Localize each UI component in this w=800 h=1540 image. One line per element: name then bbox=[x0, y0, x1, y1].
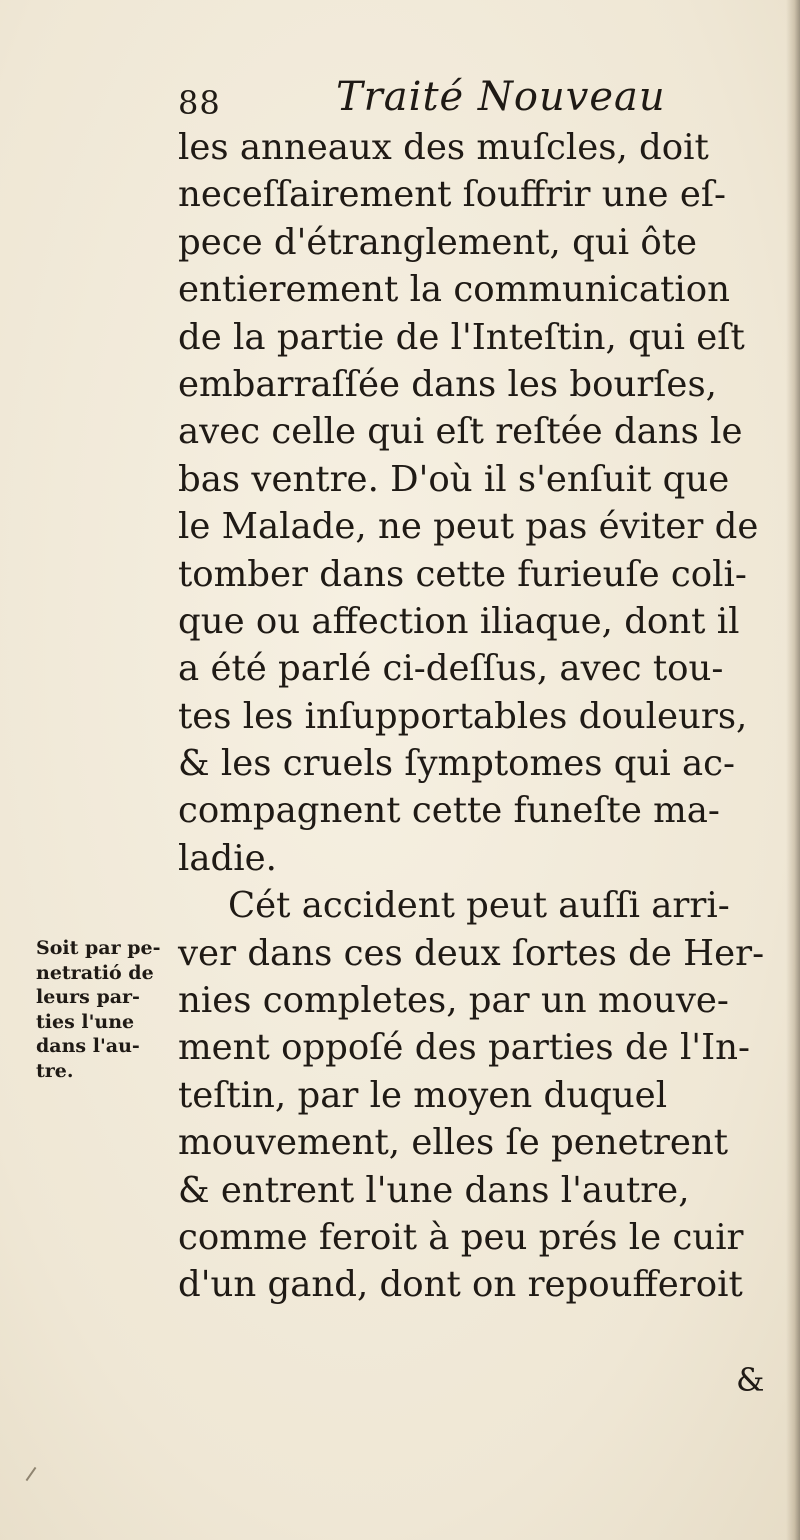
text-line: compagnent cette funeſte ma- bbox=[178, 790, 720, 832]
text-line: a été parlé ci-deſſus, avec tou- bbox=[178, 648, 724, 690]
page-edge-shadow bbox=[786, 0, 800, 1540]
marginal-note bbox=[36, 936, 176, 1083]
text-line: bas ventre. D'où il s'enſuit que bbox=[178, 458, 730, 500]
text-line: avec celle qui eſt reſtée dans le bbox=[178, 411, 743, 453]
text-line-paragraph-start: Cét accident peut auſſi arri- bbox=[228, 885, 730, 927]
marginal-note-line: Soit par pe- bbox=[36, 937, 161, 959]
marginal-note-line: ties l'une bbox=[36, 1010, 135, 1033]
text-line: neceſſairement ſouffrir une eſ- bbox=[178, 174, 726, 216]
text-line: ver dans ces deux ſortes de Her- bbox=[178, 932, 765, 974]
text-line: les anneaux des muſcles, doit bbox=[178, 127, 709, 168]
text-line: ment oppoſé des parties de l'In- bbox=[178, 1027, 750, 1069]
text-line: le Malade, ne peut pas éviter de bbox=[178, 506, 759, 548]
text-line: de la partie de l'Inteſtin, qui eſt bbox=[178, 316, 745, 358]
marginal-note-line: tre. bbox=[36, 1059, 74, 1082]
running-title: Traité Nouveau bbox=[336, 74, 666, 120]
marginal-note-line: netratió de bbox=[36, 961, 154, 984]
body-text bbox=[178, 124, 778, 1309]
text-line: & les cruels ſymptomes qui ac- bbox=[178, 743, 735, 785]
text-line: entierement la communication bbox=[178, 269, 730, 311]
text-line: comme feroit à peu prés le cuir bbox=[178, 1216, 744, 1258]
text-line: d'un gand, dont on repoufferoit bbox=[178, 1264, 743, 1306]
catchword: & bbox=[736, 1361, 765, 1399]
text-line: pece d'étranglement, qui ôte bbox=[178, 221, 697, 263]
marginal-note-line: leurs par- bbox=[36, 986, 140, 1008]
marginal-note-line: dans l'au- bbox=[36, 1035, 140, 1057]
page-header bbox=[178, 72, 738, 132]
stray-ink-mark bbox=[26, 1467, 37, 1481]
text-line: mouvement, elles ſe penetrent bbox=[178, 1122, 728, 1164]
text-line: tes les inſupportables douleurs, bbox=[178, 695, 748, 737]
text-line: nies completes, par un mouve- bbox=[178, 980, 729, 1022]
text-line: tomber dans cette furieuſe coli- bbox=[178, 553, 747, 595]
text-line: que ou affection iliaque, dont il bbox=[178, 600, 740, 642]
text-line: ladie. bbox=[178, 837, 277, 879]
text-line: & entrent l'une dans l'autre, bbox=[178, 1169, 690, 1211]
page-number: 88 bbox=[178, 84, 221, 122]
text-line: teſtin, par le moyen duquel bbox=[178, 1074, 668, 1116]
text-line: embarraſſée dans les bourſes, bbox=[178, 363, 717, 405]
